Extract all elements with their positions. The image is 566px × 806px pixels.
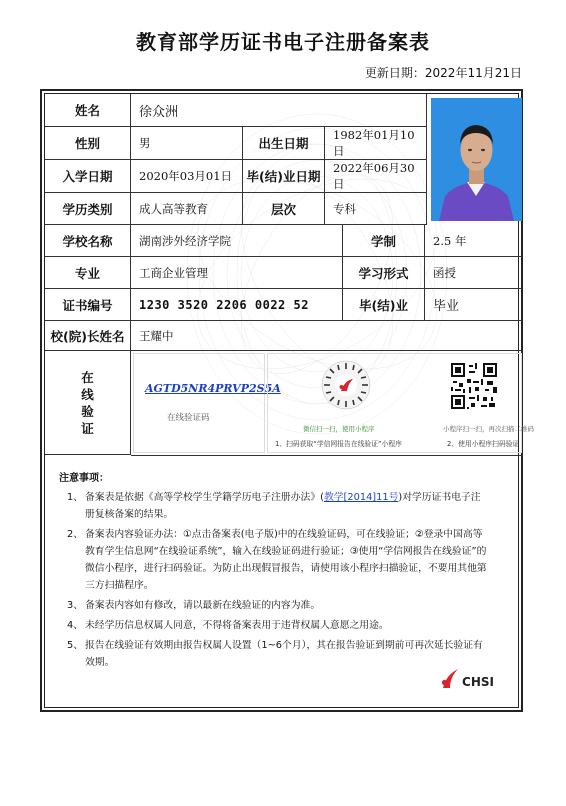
value-certificate-number: 1230 3520 2206 0022 52 — [131, 289, 343, 321]
label-major: 专业 — [45, 257, 131, 289]
chsi-logo-text: CHSI — [462, 675, 494, 689]
verify-code-panel — [133, 353, 265, 453]
note-text-part: 备案表是依据《高等学校学生学籍学历电子注册办法》( — [85, 492, 324, 503]
record-form-frame — [40, 89, 534, 712]
note-text: 备案表内容如有修改，请以最新在线验证的内容为准。 — [85, 600, 321, 611]
note-number: 1、 — [66, 492, 83, 503]
record-form-inner — [44, 93, 534, 708]
note-item — [57, 597, 487, 614]
online-verify-code-link[interactable]: AGTD5NR4PRVP2S5A — [145, 382, 281, 395]
note-number: 3、 — [66, 600, 83, 611]
label-gender: 性别 — [45, 127, 131, 160]
miniprogram-hint: 微信扫一扫，使用小程序 — [303, 425, 375, 433]
note-item — [57, 489, 487, 523]
verify-char-1: 在 — [81, 369, 94, 385]
label-study-form: 学习形式 — [343, 257, 425, 289]
value-graduation-status: 毕业 — [425, 289, 522, 321]
verify-char-2: 线 — [81, 386, 94, 402]
value-school: 湖南涉外经济学院 — [131, 225, 343, 257]
value-level: 专科 — [325, 193, 427, 225]
verify-step-1: 1、扫码获取“学信网报告在线验证”小程序 — [275, 440, 402, 448]
value-education-type: 成人高等教育 — [131, 193, 243, 225]
document-title: 教育部学历证书电子注册备案表 — [136, 30, 430, 54]
chsi-logo — [440, 667, 494, 689]
verify-step-2: 2、使用小程序扫码验证 — [447, 440, 520, 448]
chsi-flame-icon — [440, 667, 460, 689]
note-text — [85, 489, 487, 523]
value-duration: 2.5 年 — [425, 225, 522, 257]
note-text: 未经学历信息权属人同意，不得将备案表用于违背权属人意愿之用途。 — [85, 620, 389, 631]
verify-char-3: 验 — [81, 403, 94, 419]
label-duration: 学制 — [343, 225, 425, 257]
notes-title: 注意事项： — [59, 473, 109, 484]
note-text-part: )对学历证书电子注册复核备案的结果。 — [85, 492, 481, 520]
label-name: 姓名 — [45, 94, 131, 127]
note-text: 报告在线验证有效期由报告权属人设置（1~6个月），其在报告验证到期前可再次延长验证有效期。 — [85, 640, 483, 668]
note-item — [57, 526, 487, 594]
label-education-type: 学历类别 — [45, 193, 131, 225]
label-graduate-date: 毕(结)业日期 — [243, 160, 325, 193]
note-text: 备案表内容验证办法：①点击备案表(电子版)中的在线验证码，可在线验证；②登录中国高等教育学生信息网“在线验证系统”，输入在线验证码进行验证；③使用“学信网报告在线验证”的微信小程序，进行扫码验证。为防止出现假冒报告，请使用该小程序扫描验证，不要用其他第三方扫描程序。 — [85, 529, 487, 591]
value-major: 工商企业管理 — [131, 257, 343, 289]
notes-list — [57, 489, 487, 674]
note-number: 5、 — [66, 640, 83, 651]
value-enroll-date: 2020年03月01日 — [131, 160, 243, 193]
verify-code-caption: 在线验证码 — [167, 413, 210, 423]
verify-char-4: 证 — [81, 420, 94, 436]
label-school: 学校名称 — [45, 225, 131, 257]
qr-code-icon[interactable] — [449, 361, 499, 411]
label-enroll-date: 入学日期 — [45, 160, 131, 193]
note-number: 4、 — [66, 620, 83, 631]
verify-row-bottom-border — [131, 455, 522, 456]
student-photo — [431, 98, 522, 221]
note-item — [57, 617, 487, 634]
label-online-verify — [45, 351, 131, 455]
label-graduation-status: 毕(结)业 — [343, 289, 425, 321]
value-graduate-date: 2022年06月30日 — [325, 160, 427, 193]
regulation-link[interactable]: 教学[2014]11号 — [323, 492, 399, 503]
qr-hint: 小程序扫一扫，再次扫描二维码 — [443, 425, 534, 433]
label-president: 校(院)长姓名 — [45, 321, 131, 351]
note-item — [57, 637, 487, 671]
miniprogram-code-icon[interactable] — [321, 360, 371, 410]
value-study-form: 函授 — [425, 257, 522, 289]
label-certificate-number: 证书编号 — [45, 289, 131, 321]
value-name: 徐众洲 — [131, 94, 427, 127]
value-gender: 男 — [131, 127, 243, 160]
value-birth-date: 1982年01月10日 — [325, 127, 427, 160]
label-birth-date: 出生日期 — [243, 127, 325, 160]
note-number: 2、 — [66, 529, 83, 540]
label-level: 层次 — [243, 193, 325, 225]
value-president: 王耀中 — [131, 321, 522, 351]
update-date: 更新日期：2022年11月21日 — [364, 66, 522, 80]
